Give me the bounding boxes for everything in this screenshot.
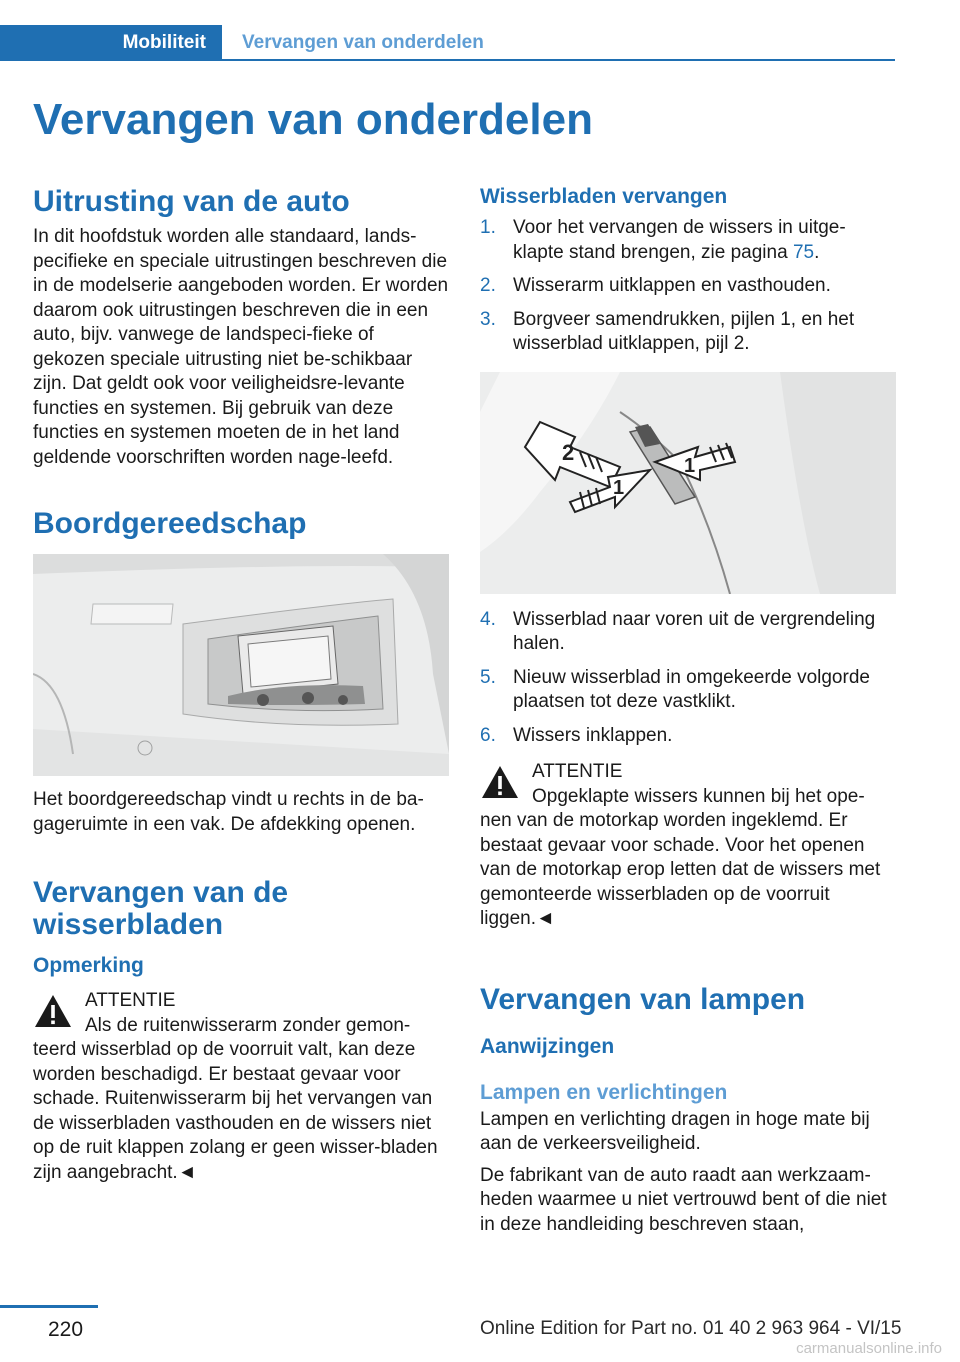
arrow-1-label-left: 1 bbox=[613, 476, 625, 499]
list-item: 4. Wisserblad naar voren uit de vergrendeling halen. bbox=[480, 608, 876, 654]
heading-wisserbladen-vervangen: Wisserbladen vervangen bbox=[480, 185, 728, 208]
section-tab[interactable]: Vervangen van onderdelen bbox=[242, 32, 484, 53]
left-column bbox=[33, 182, 449, 1185]
list-item: 1. Voor het vervangen de wissers in uitge-klapte stand brengen, zie pagina 75. bbox=[480, 217, 846, 263]
paragraph-uitrusting: In dit hoofdstuk worden alle standaard, lands-pecifieke en speciale uitrustingen beschreven die in de modelserie aangeboden worden. Er worden daarom ook uitrustingen beschreven die in een auto, bijv. vanwege de landspeci-fieke of gekozen speciale uitrusting niet be-schikbaar zijn. Dat geldt ook voor veiligheidsre-levante functies en systemen. Bij gebruik van deze functies en systemen moeten de in het land geldende voorschriften worden nage-leefd. bbox=[33, 226, 449, 468]
heading-lampen: Vervangen van lampen bbox=[480, 982, 806, 1016]
subheading-opmerking: Opmerking bbox=[33, 954, 144, 977]
heading-wisserbladen: Vervangen van de wisserbladen bbox=[33, 876, 289, 941]
steps-list-b bbox=[480, 608, 896, 749]
arrow-2-label: 2 bbox=[562, 439, 575, 465]
warning-block-left bbox=[33, 989, 449, 1185]
page-title: Vervangen van onderdelen bbox=[33, 95, 593, 144]
page-header bbox=[0, 25, 895, 61]
paragraph-boordgereedschap: Het boordgereedschap vindt u rechts in de ba-gageruimte in een vak. De afdekking openen. bbox=[33, 789, 424, 835]
list-item: 2. Wisserarm uitklappen en vasthouden. bbox=[480, 275, 831, 296]
subheading-aanwijzingen: Aanwijzingen bbox=[480, 1034, 615, 1058]
warning-text-right: Opgeklapte wissers kunnen bij het ope-nen van de motorkap worden ingeklemd. Er bestaat gevaar voor schade. Voor het openen van de motorkap erop letten dat de wissers met gemonteerde wisserbladen op de voorruit liggen.◄ bbox=[480, 785, 881, 929]
paragraph-lampen-1: Lampen en verlichting dragen in hoge mate bij aan de verkeersveiligheid. bbox=[480, 1108, 870, 1154]
warning-block-right bbox=[480, 760, 896, 932]
page-number-rule bbox=[0, 1305, 98, 1308]
page-link[interactable]: 75 bbox=[792, 241, 815, 263]
right-column bbox=[480, 182, 896, 1237]
heading-uitrusting: Uitrusting van de auto bbox=[33, 185, 350, 218]
warning-title-right: ATTENTIE bbox=[532, 761, 623, 782]
paragraph-lampen-2: De fabrikant van de auto raadt aan werkzaam-heden waarmee u niet vertrouwd bent of die niet in deze handleiding beschreven staan, bbox=[480, 1164, 887, 1235]
warning-triangle-icon bbox=[33, 993, 73, 1029]
arrow-1-label-right: 1 bbox=[684, 454, 696, 477]
warning-triangle-icon bbox=[480, 764, 520, 800]
chapter-tab[interactable]: Mobiliteit bbox=[0, 25, 222, 61]
subheading-lampen-verlichtingen: Lampen en verlichtingen bbox=[480, 1080, 728, 1104]
wiper-blade-diagram bbox=[480, 372, 896, 594]
list-item: 5. Nieuw wisserblad in omgekeerde volgorde plaatsen tot deze vastklikt. bbox=[480, 666, 870, 712]
heading-boordgereedschap: Boordgereedschap bbox=[33, 507, 307, 540]
page-number: 220 bbox=[48, 1318, 84, 1341]
trunk-tool-compartment-photo bbox=[33, 554, 449, 776]
edition-footer: Online Edition for Part no. 01 40 2 963 964 - VI/15 bbox=[480, 1318, 902, 1339]
steps-list-a bbox=[480, 216, 896, 357]
watermark: carmanualsonline.info bbox=[796, 1340, 942, 1357]
list-item: 6. Wissers inklappen. bbox=[480, 724, 673, 746]
list-item: 3. Borgveer samendrukken, pijlen 1, en het wisserblad uitklappen, pijl 2. bbox=[480, 308, 855, 354]
warning-title-left: ATTENTIE bbox=[85, 990, 176, 1011]
warning-text-left: Als de ruitenwisserarm zonder gemon-teerd wisserblad op de voorruit valt, kan deze worden beschadigd. Er bestaat gevaar voor schade. Ruitenwisserarm bij het vervangen van de wisserbladen vasthouden en de wissers niet op de ruit klappen zolang er geen wisser-bladen zijn aangebracht.◄ bbox=[33, 1014, 438, 1183]
